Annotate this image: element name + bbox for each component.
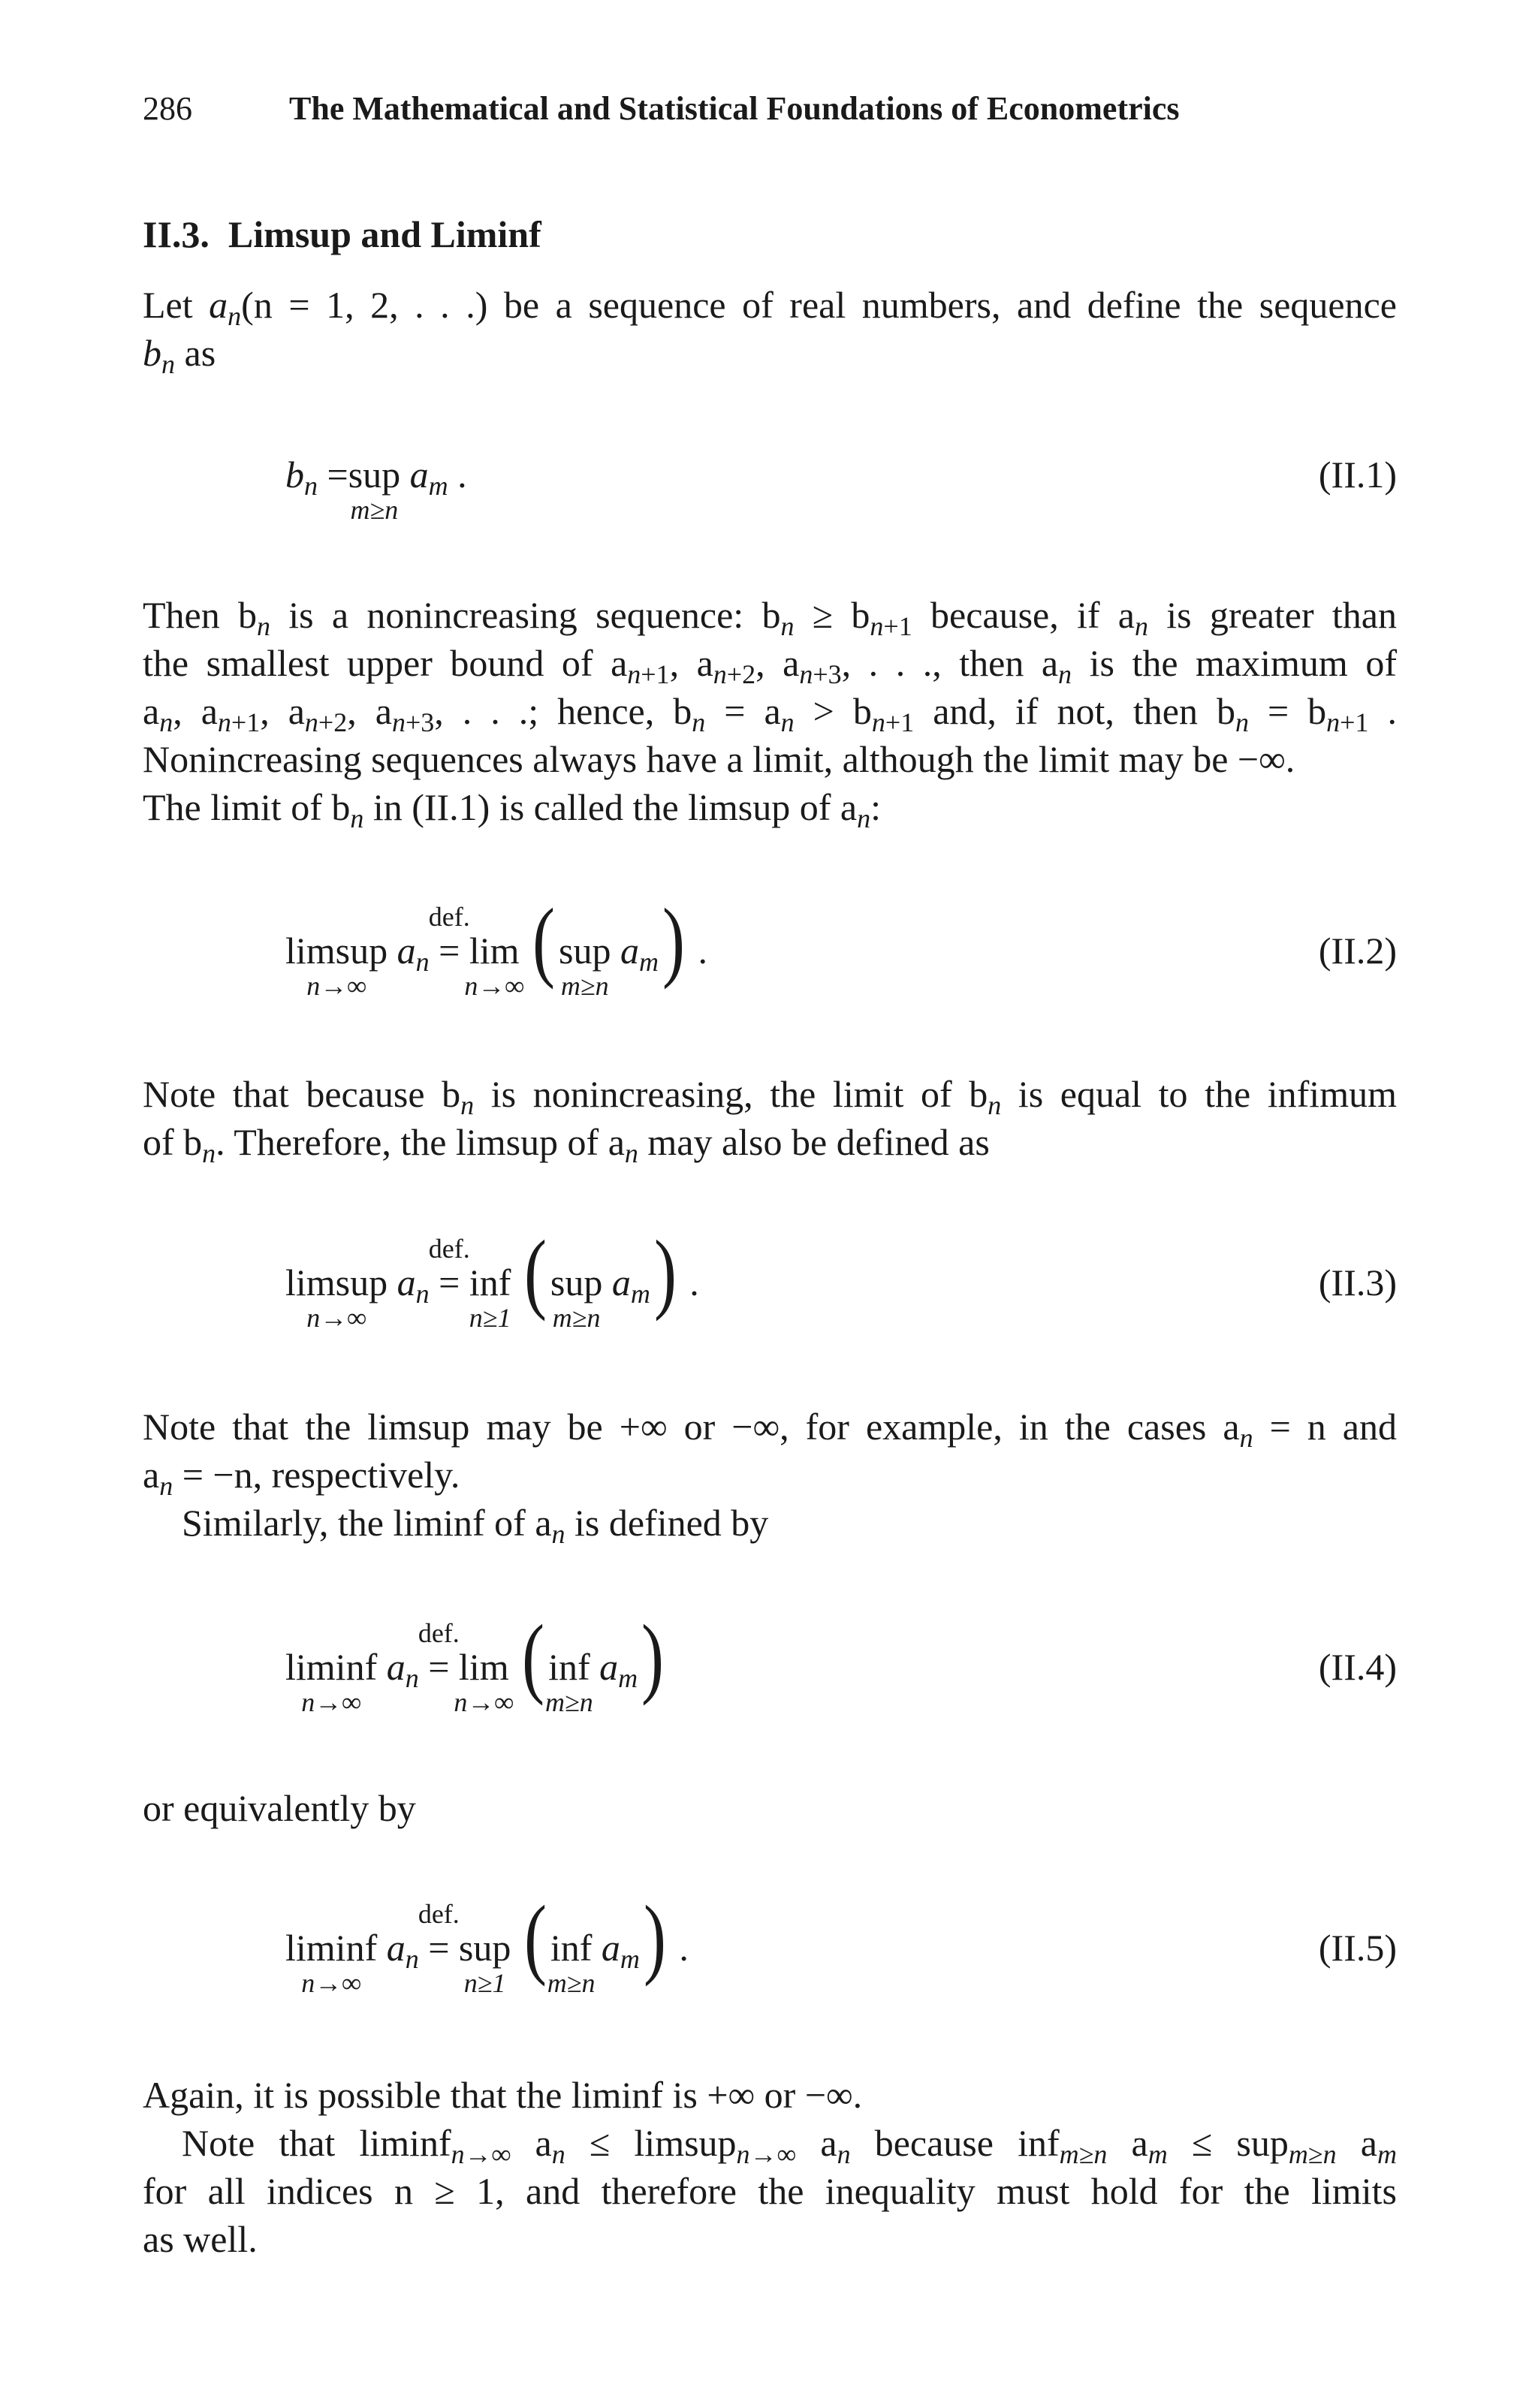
text-line: of $b_n$. Therefore, the limsup of $a_n$ may also be defined as xyxy=(143,1121,990,1168)
text-line: Note that liminf$_{n\to\infty}$ $a_n$ ≤ limsup$_{n\to\infty}$ $a_n$ because inf$_{m\ge n}$ $a_m \le sup_{m\ge n}$ $a_m$ xyxy=(182,2122,1398,2169)
equation-number: (II.4) xyxy=(1318,1646,1397,1688)
paragraph-infimum xyxy=(143,1070,1397,1166)
equation-II-5: liminf n→∞ $a_n$ = def. sup n≥1 (inf m≥n $a_m$) . xyxy=(285,1887,689,1998)
paragraph-equivalently xyxy=(143,1784,1397,1832)
text-line: $a_n$, $a_{n+1}$, $a_{n+2}$, $a_{n+3}$, . . .; hence, $b_n = a_n > b_{n+1}$ and, if not, then $b_n = b_{n+1}$ . xyxy=(143,690,1397,737)
sup-operator: sup m≥n xyxy=(348,454,401,525)
text-line: The limit of $b_n$ in (II.1) is called the limsup of $a_n$: xyxy=(143,786,882,833)
text-line: Again, it is possible that the liminf is +∞ or −∞. xyxy=(143,2074,863,2116)
text-line: $b_n$ as xyxy=(143,332,216,379)
paragraph-inequality xyxy=(143,2071,1397,2263)
equation-II-2: limsup n→∞ $a_n$ = def. lim n→∞ (sup m≥n $a_m$) . xyxy=(285,890,707,1001)
equation-number: (II.1) xyxy=(1318,454,1397,496)
equation-number: (II.2) xyxy=(1318,930,1397,972)
section-title: Limsup and Liminf xyxy=(228,213,541,255)
section-heading xyxy=(143,210,541,258)
text-line: $a_n = -n$, respectively. xyxy=(143,1454,460,1501)
paragraph-nonincreasing xyxy=(143,591,1397,831)
section-number: II.3. xyxy=(143,213,210,255)
text-line: Nonincreasing sequences always have a limit, although the limit may be −∞. xyxy=(143,738,1295,780)
running-header xyxy=(143,86,1404,131)
paragraph-intro xyxy=(143,281,1397,377)
page-number: 286 xyxy=(143,90,192,127)
text-line: or equivalently by xyxy=(143,1787,416,1829)
text-line: the smallest upper bound of $a_{n+1}$, $a_{n+2}$, $a_{n+3}$, . . ., then $a_n$ is the maximum of xyxy=(143,642,1397,689)
equation-II-4: liminf n→∞ $a_n$ = def. lim n→∞ (inf m≥n $a_m$) xyxy=(285,1606,665,1717)
text-line: Note that the limsup may be +∞ or −∞, for example, in the cases $a_n = n$ and xyxy=(143,1406,1398,1453)
text-line: Then $b_n$ is a nonincreasing sequence: $b_n \ge b_{n+1}$ because, if $a_n$ is greater than xyxy=(143,594,1397,641)
text-line: as well. xyxy=(143,2218,258,2260)
text-line: Let $a_n(n = 1$, 2, . . .) be a sequence of real numbers, and define the sequence xyxy=(143,284,1397,331)
paragraph-examples xyxy=(143,1403,1397,1547)
text-line: Note that because $b_n$ is nonincreasing, the limit of $b_n$ is equal to the infimum xyxy=(143,1073,1397,1120)
equation-II-3: limsup n→∞ $a_n$ = def. inf n≥1 (sup m≥n $a_m$) . xyxy=(285,1222,699,1333)
equation-number: (II.5) xyxy=(1318,1927,1397,1969)
equation-II-1: $b_n =sup$ m≥n $a_m$ . xyxy=(285,451,467,556)
equation-number: (II.3) xyxy=(1318,1261,1397,1303)
text-line: Similarly, the liminf of $a_n$ is defined by xyxy=(182,1502,769,1549)
text-line: for all indices n ≥ 1, and therefore the inequality must hold for the limits xyxy=(143,2170,1397,2212)
running-title: The Mathematical and Statistical Foundations of Econometrics xyxy=(289,90,1180,127)
